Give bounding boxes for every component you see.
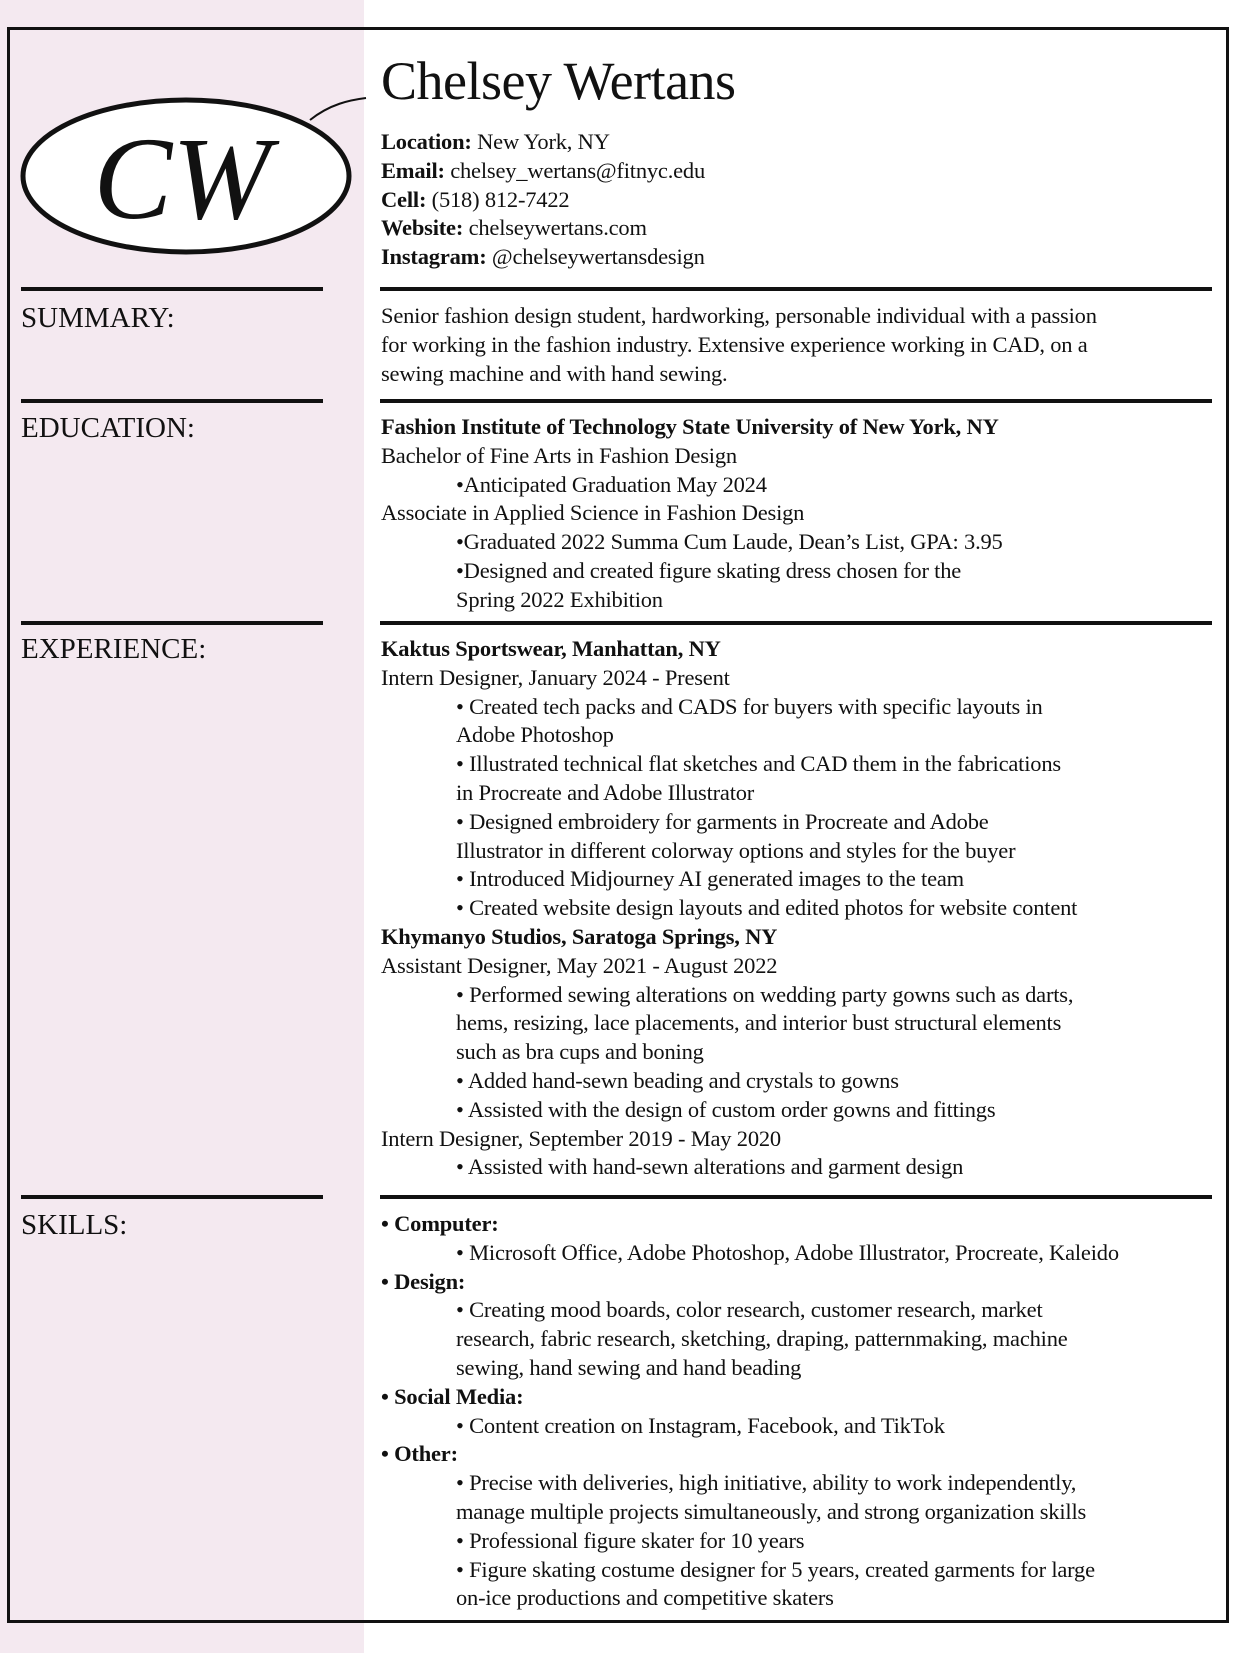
bullet-line: • Added hand-sewn beading and crystals to gowns xyxy=(456,1067,899,1093)
divider xyxy=(380,399,1212,403)
bullet-line: • Creating mood boards, color research, customer research, market xyxy=(456,1297,1043,1323)
bullet-line: • Illustrated technical flat sketches and CAD them in the fabrications xyxy=(456,751,1061,777)
bullet-line: • Microsoft Office, Adobe Photoshop, Adobe Illustrator, Procreate, Kaleido xyxy=(456,1239,1119,1265)
contact-label: Cell: xyxy=(381,186,427,212)
bullet-line: in Procreate and Adobe Illustrator xyxy=(456,779,755,805)
education-content xyxy=(381,413,1003,615)
contact-line xyxy=(381,157,705,186)
entry-heading: Fashion Institute of Technology State University of New York, NY xyxy=(381,414,999,439)
entry-line: Assistant Designer, May 2021 - August 2022 xyxy=(381,952,778,978)
bullet-line: •Anticipated Graduation May 2024 xyxy=(456,471,767,497)
contact-value: @chelseywertansdesign xyxy=(486,244,705,270)
bullet-line: Illustrator in different colorway options and styles for the buyer xyxy=(456,837,1016,863)
bullet-line: • Figure skating costume designer for 5 years, created garments for large xyxy=(456,1556,1095,1582)
candidate-name: Chelsey Wertans xyxy=(381,51,736,111)
divider xyxy=(380,1195,1212,1199)
divider xyxy=(21,1195,323,1199)
bullet-line: such as bra cups and boning xyxy=(456,1039,704,1065)
summary-content xyxy=(381,302,1097,388)
bullet-line: • Assisted with hand-sewn alterations and garment design xyxy=(456,1154,964,1180)
divider xyxy=(21,287,323,291)
contact-info xyxy=(381,128,705,272)
contact-label: Instagram: xyxy=(381,244,487,270)
entry-line: for working in the fashion industry. Extensive experience working in CAD, on a xyxy=(381,331,1088,357)
bullet-line: • Designed embroidery for garments in Procreate and Adobe xyxy=(456,808,989,834)
divider xyxy=(21,399,323,403)
contact-value: chelsey_wertans@fitnyc.edu xyxy=(444,157,706,183)
experience-content xyxy=(381,635,1077,1182)
contact-label: Location: xyxy=(381,129,472,154)
monogram-text: CW xyxy=(93,113,271,244)
entry-heading: • Other: xyxy=(381,1441,458,1467)
section-label-education: EDUCATION: xyxy=(21,412,195,444)
contact-line xyxy=(381,214,705,243)
entry-line: sewing machine and with hand sewing. xyxy=(381,360,728,386)
monogram-logo xyxy=(10,90,370,270)
divider xyxy=(380,287,1212,291)
bullet-line: research, fabric research, sketching, draping, patternmaking, machine xyxy=(456,1326,1068,1352)
bullet-line: •Graduated 2022 Summa Cum Laude, Dean’s List, GPA: 3.95 xyxy=(456,529,1003,555)
contact-line xyxy=(381,243,705,272)
bullet-line: on-ice productions and competitive skaters xyxy=(456,1585,834,1611)
entry-heading: • Computer: xyxy=(381,1211,499,1236)
entry-heading: Khymanyo Studios, Saratoga Springs, NY xyxy=(381,923,778,949)
bullet-line: •Designed and created figure skating dress chosen for the xyxy=(456,557,962,583)
contact-label: Email: xyxy=(381,157,445,183)
entry-heading: • Social Media: xyxy=(381,1383,524,1409)
skills-content xyxy=(381,1210,1119,1613)
bullet-line: • Content creation on Instagram, Facebook, and TikTok xyxy=(456,1412,945,1438)
bullet-line: hems, resizing, lace placements, and interior bust structural elements xyxy=(456,1010,1062,1036)
entry-line: Bachelor of Fine Arts in Fashion Design xyxy=(381,442,737,468)
bullet-line: Adobe Photoshop xyxy=(456,722,614,748)
bullet-line: manage multiple projects simultaneously, and strong organization skills xyxy=(456,1498,1087,1524)
entry-heading: Kaktus Sportswear, Manhattan, NY xyxy=(381,636,721,661)
bullet-line: Spring 2022 Exhibition xyxy=(456,586,663,612)
bullet-line: sewing, hand sewing and hand beading xyxy=(456,1354,802,1380)
bullet-line: • Created tech packs and CADS for buyers with specific layouts in xyxy=(456,693,1043,719)
divider xyxy=(21,621,323,625)
bullet-line: • Performed sewing alterations on wedding party gowns such as darts, xyxy=(456,981,1074,1007)
bullet-line: • Introduced Midjourney AI generated images to the team xyxy=(456,866,964,892)
bullet-line: • Professional figure skater for 10 years xyxy=(456,1527,805,1553)
contact-value: chelseywertans.com xyxy=(463,215,647,241)
bullet-line: • Assisted with the design of custom order gowns and fittings xyxy=(456,1096,996,1122)
contact-label: Website: xyxy=(381,215,464,241)
bullet-line: • Created website design layouts and edited photos for website content xyxy=(456,895,1078,921)
entry-line: Intern Designer, September 2019 - May 2020 xyxy=(381,1125,781,1151)
contact-line xyxy=(381,186,705,215)
entry-heading: • Design: xyxy=(381,1268,466,1294)
divider xyxy=(380,621,1212,625)
contact-line xyxy=(381,128,705,157)
entry-line: Intern Designer, January 2024 - Present xyxy=(381,664,730,690)
entry-line: Senior fashion design student, hardworking, personable individual with a passion xyxy=(381,303,1097,328)
contact-value: (518) 812-7422 xyxy=(426,186,570,212)
bullet-line: • Precise with deliveries, high initiative, ability to work independently, xyxy=(456,1470,1077,1496)
section-label-experience: EXPERIENCE: xyxy=(21,633,207,665)
contact-value: New York, NY xyxy=(471,129,610,154)
entry-line: Associate in Applied Science in Fashion Design xyxy=(381,500,805,526)
section-label-summary: SUMMARY: xyxy=(21,302,175,334)
section-label-skills: SKILLS: xyxy=(21,1209,128,1241)
